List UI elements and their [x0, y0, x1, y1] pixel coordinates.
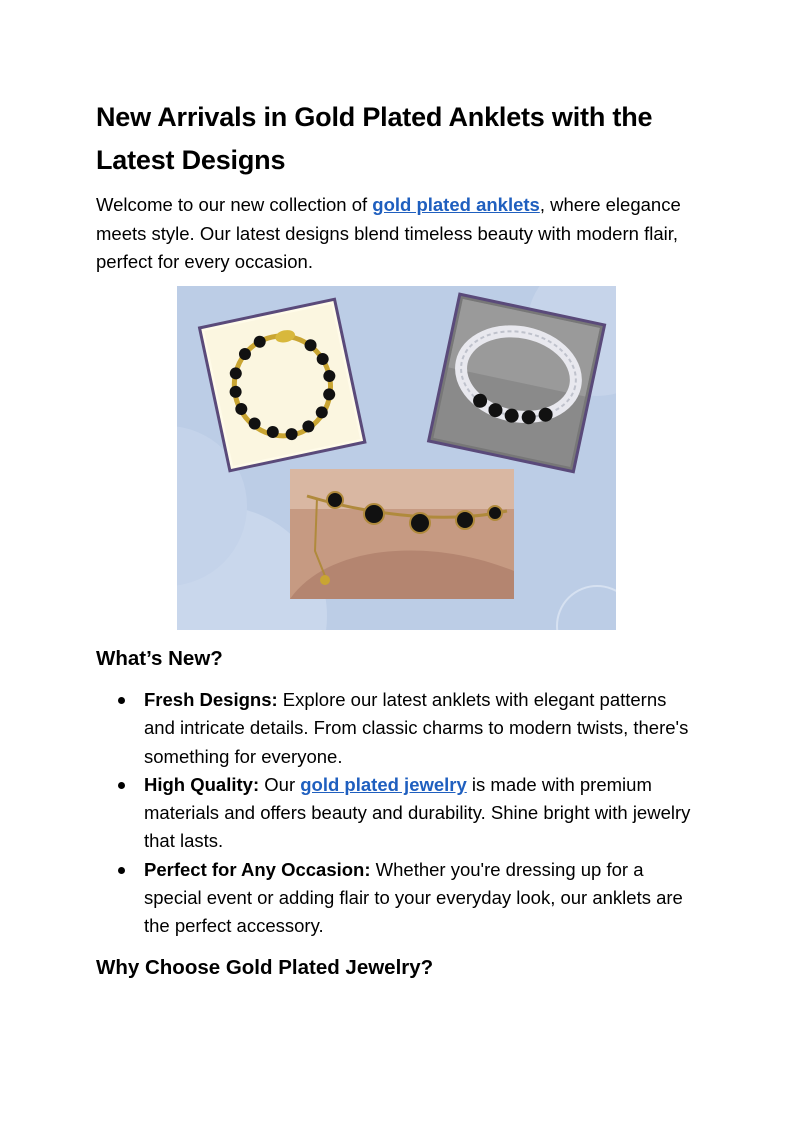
ankle-anklet-photo: [290, 469, 514, 599]
list-item: [96, 686, 696, 771]
why-choose-heading: Why Choose Gold Plated Jewelry?: [96, 956, 434, 979]
bullet-icon: [118, 697, 125, 704]
list-item-lead: High Quality:: [144, 773, 260, 795]
gold-plated-jewelry-link[interactable]: gold plated jewelry: [300, 773, 467, 795]
whats-new-list: [96, 686, 696, 941]
list-item-text: Explore our latest anklets with elegant patterns and intricate details. From classic charms to modern twists, there's something for everyone.: [144, 689, 689, 767]
bullet-icon: [118, 867, 125, 874]
list-item-text-after: is made with premium materials and offers beauty and durability. Shine bright with jewelry that lasts.: [144, 773, 691, 852]
list-item-lead: Perfect for Any Occasion:: [144, 858, 371, 880]
hero-image: [177, 286, 616, 630]
intro-text-before: Welcome to our new collection of: [96, 194, 373, 215]
list-item-text: Whether you're dressing up for a special event or adding flair to your everyday look, our anklets are the perfect accessory.: [144, 858, 683, 937]
list-item: [96, 771, 696, 856]
gold-plated-anklets-link[interactable]: gold plated anklets: [372, 194, 540, 215]
silver-black-bracelet-photo: [429, 294, 605, 471]
gold-black-bracelet-photo: [200, 299, 365, 471]
list-item-lead: Fresh Designs:: [144, 689, 278, 710]
bullet-icon: [118, 782, 125, 789]
list-item: [96, 856, 696, 941]
intro-paragraph: [96, 191, 706, 277]
whats-new-heading: What’s New?: [96, 647, 223, 670]
page-title: New Arrivals in Gold Plated Anklets with the Latest Designs: [96, 102, 653, 175]
list-item-text: Our: [259, 773, 301, 795]
intro-text-after: , where elegance meets style. Our latest designs blend timeless beauty with modern flair, perfect for every occasion.: [96, 194, 681, 272]
